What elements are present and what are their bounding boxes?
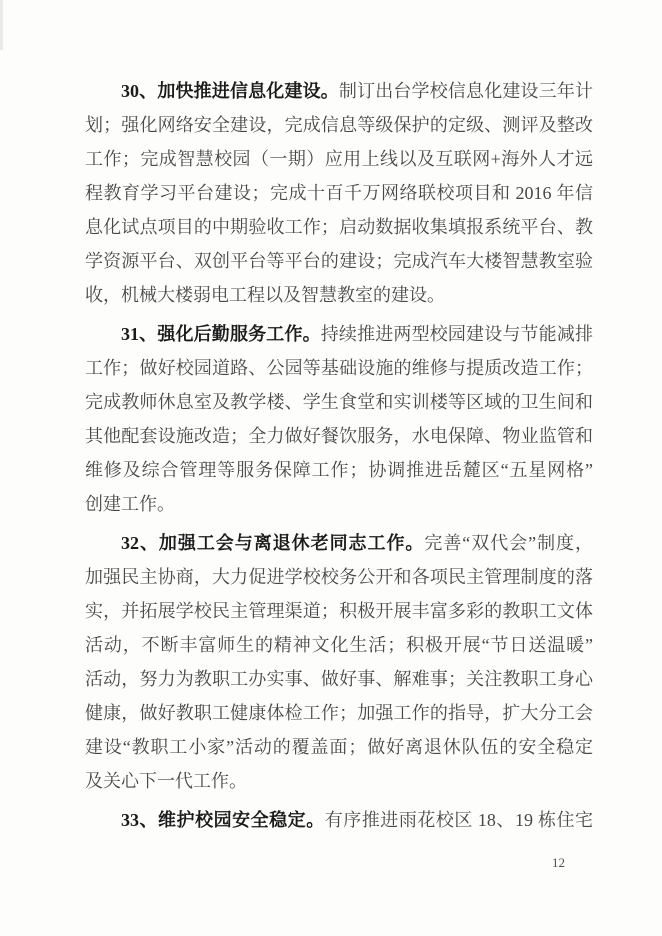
paragraph-heading: 30、加快推进信息化建设。	[121, 81, 339, 101]
paragraph-first-line	[85, 317, 593, 351]
paragraph-line: 及关心下一代工作。	[85, 771, 247, 791]
paragraph-lead-text: 制订出台学校信息化建设三年计	[338, 81, 593, 101]
paragraph-line: 收，机械大楼弱电工程以及智慧教室的建设。	[85, 285, 445, 305]
paragraph-line: 完成教师休息室及教学楼、学生食堂和实训楼等区域的卫生间和	[85, 392, 593, 412]
paragraph-heading: 31、强化后勤服务工作。	[121, 324, 321, 344]
paragraph-line: 加强民主协商，大力促进学校校务公开和各项民主管理制度的落	[85, 567, 593, 587]
paragraph-lead-text: 有序推进雨花校区 18、19 栋住宅	[324, 810, 593, 830]
paragraph-line: 创建工作。	[85, 494, 175, 514]
paragraph-line: 健康，做好教职工健康体检工作；加强工作的指导，扩大分工会	[85, 703, 593, 723]
paragraph-item-31	[85, 317, 593, 521]
paragraph-line: 实，并拓展学校民主管理渠道；积极开展丰富多彩的教职工文体	[85, 601, 593, 621]
paragraph-line: 活动，不断丰富师生的精神文化生活；积极开展“节日送温暖”	[85, 635, 593, 655]
paragraph-lead-text: 持续推进两型校园建设与节能减排	[320, 324, 593, 344]
paragraph-line: 工作；做好校园道路、公园等基础设施的维修与提质改造工作；	[85, 358, 593, 378]
paragraph-line: 划；强化网络安全建设，完成信息等级保护的定级、测评及整改	[85, 115, 593, 135]
page-number: 12	[552, 855, 565, 870]
paragraph-item-30	[85, 74, 593, 312]
paragraph-first-line	[85, 526, 593, 560]
paragraph-heading: 32、加强工会与离退休老同志工作。	[121, 533, 425, 553]
paragraph-first-line	[85, 803, 593, 837]
document-body	[85, 74, 593, 837]
paragraph-line: 活动，努力为教职工办实事、做好事、解难事；关注教职工身心	[85, 669, 593, 689]
paragraph-line: 学资源平台、双创平台等平台的建设；完成汽车大楼智慧教室验	[85, 251, 593, 271]
paragraph-line: 维修及综合管理等服务保障工作；协调推进岳麓区“五星网格”	[85, 460, 593, 480]
paragraph-item-33	[85, 803, 593, 837]
paragraph-line: 其他配套设施改造；全力做好餐饮服务，水电保障、物业监管和	[85, 426, 593, 446]
paragraph-line: 程教育学习平台建设；完成十百千万网络联校项目和 2016 年信	[85, 183, 593, 203]
scan-edge-artifact	[0, 0, 3, 50]
paragraph-line: 息化试点项目的中期验收工作；启动数据收集填报系统平台、教	[85, 217, 593, 237]
paragraph-line: 工作；完成智慧校园（一期）应用上线以及互联网+海外人才远	[85, 149, 593, 169]
paragraph-heading: 33、维护校园安全稳定。	[121, 810, 325, 830]
paragraph-lead-text: 完善“双代会”制度，	[424, 533, 593, 553]
paragraph-item-32	[85, 526, 593, 798]
paragraph-first-line	[85, 74, 593, 108]
paragraph-line: 建设“教职工小家”活动的覆盖面；做好离退休队伍的安全稳定	[85, 737, 593, 757]
